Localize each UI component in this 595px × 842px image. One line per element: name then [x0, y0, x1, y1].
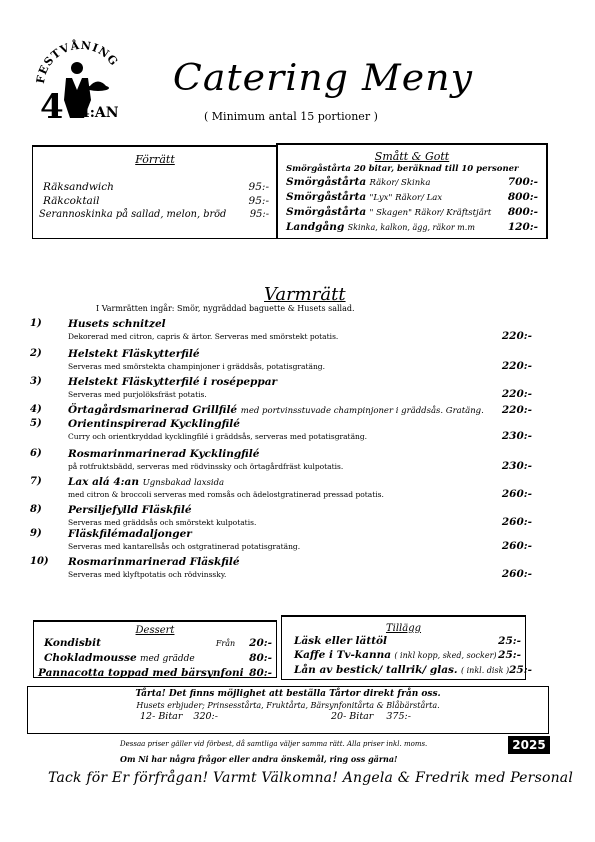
item-name: Chokladmousse [44, 652, 137, 664]
item-name: Serannoskinka på sallad, melon, bröd [39, 209, 227, 220]
thanks-message: Tack för Er förfrågan! Varmt Välkomna! Angela & Fredrik med Personal [48, 770, 574, 786]
tarta-option1-price: 320:- [193, 711, 218, 722]
dish-number: 2) [30, 348, 42, 359]
dish-price: 230:- [501, 460, 532, 472]
item-detail: "Lyx" Räkor/ Lax [369, 193, 443, 203]
dish-name-text: Helstekt Fläskytterfilé [68, 348, 200, 360]
item-price: 25:- [498, 635, 521, 647]
list-item [44, 636, 272, 651]
dish-price: 220:- [501, 404, 532, 416]
dish-number: 4) [30, 404, 42, 415]
dish-name-text: Rosmarinmarinerad Fläskfilé [68, 556, 240, 568]
dish-price: 260:- [501, 540, 532, 552]
dish-name-text: Persiljefylld Fläskfilé [68, 504, 192, 516]
item-price: 95:- [248, 195, 269, 207]
dish-description: Serveras med kantarellsås och ostgratinerad potatisgratäng. [68, 542, 301, 551]
dish-description: Dekorerad med citron, capris & ärtor. Serveras med smörstekt potatis. [68, 332, 339, 341]
year-badge: 2025 [508, 736, 550, 754]
dish-name [68, 418, 240, 430]
tarta-line2: Husets erbjuder; Prinsesstårta, Fruktårta, Bärsynfonitårta & Blåbärstårta. [136, 701, 440, 710]
item-price: 95:- [248, 181, 269, 193]
dish-number: 5) [30, 418, 42, 429]
dish-description: på rotfruktsbädd, serveras med rödvinssky och örtagårdfräst kulpotatis. [68, 462, 344, 471]
item-price: 80:- [249, 667, 272, 679]
list-item [39, 180, 269, 194]
dish-name [68, 504, 192, 516]
dish-number: 10) [30, 556, 49, 567]
smatt-heading: Smått & Gott [374, 150, 450, 163]
item-name: Lån av bestick/ tallrik/ glas. [294, 664, 458, 676]
dish-description: Serveras med smörstekta champinjoner i gräddsås, potatisgratäng. [68, 362, 325, 371]
dish-name-text: Lax alá 4:an [68, 476, 139, 488]
item-detail: Skinka, kalkon, ägg, räkor m.m [347, 223, 475, 232]
dish-price: 230:- [501, 430, 532, 442]
item-price: 25:- [509, 664, 532, 676]
dish-name [68, 404, 484, 416]
list-item [38, 666, 272, 680]
tarta-option1-label: 12- Bitar [140, 711, 183, 722]
list-item [294, 663, 532, 678]
dish-name-text: Rosmarinmarinerad Kycklingfilé [68, 448, 260, 460]
dish-extra: med portvinsstuvade champinjoner i gräddsås. Gratäng. [240, 406, 484, 416]
smatt-intro: Smörgåstårta 20 bitar, beräknad till 10 personer [286, 164, 519, 174]
item-extra: med grädde [140, 654, 195, 664]
item-price: 700:- [507, 176, 538, 188]
item-price: 120:- [507, 221, 538, 233]
item-price: 25:- [498, 649, 521, 661]
dish-price: 260:- [501, 488, 532, 500]
item-price: 80:- [249, 652, 272, 664]
item-price: 800:- [507, 206, 538, 218]
dish-number: 8) [30, 504, 42, 515]
dish-name [68, 448, 259, 460]
tillagg-heading: Tillägg [385, 623, 422, 634]
varmratt-note: I Varmrätten ingår: Smör, nygräddad baguette & Husets sallad. [96, 304, 355, 313]
list-item [39, 208, 269, 222]
dish-number: 6) [30, 448, 42, 459]
dish-extra: Ugnsbakad laxsida [142, 478, 225, 488]
item-name: Kaffe i Tv-kanna [294, 649, 392, 661]
svg-text:4: 4 [40, 87, 64, 127]
item-name: Pannacotta toppad med bärsynfoni [38, 667, 244, 679]
page-title: Catering Meny [172, 58, 474, 99]
item-from: Från [215, 639, 236, 648]
dish-name-text: Orientinspirerad Kycklingfilé [68, 418, 240, 430]
tillagg-section [281, 615, 532, 680]
dish-name-text: Helstekt Fläskytterfilé i rosépeppar [68, 376, 278, 388]
item-price: 95:- [249, 209, 269, 220]
item-name: Smörgåstårta [286, 191, 367, 203]
dish-name-text: Fläskfilémadaljonger [68, 528, 192, 540]
dish-name [68, 476, 224, 488]
tarta-line1: Tårta! Det finns möjlighet att beställa Tårtor direkt från oss. [135, 689, 441, 699]
list-item [39, 194, 269, 208]
item-name: Räkcoktail [43, 195, 100, 207]
item-extra: ( inkl kopp, sked, socker) [394, 651, 497, 660]
item-name: Smörgåstårta [286, 206, 367, 218]
dish-price: 260:- [501, 568, 532, 580]
dish-number: 9) [30, 528, 42, 539]
tarta-section [27, 686, 549, 734]
item-name: Landgång [286, 221, 345, 233]
logo-mark-text: 4:AN [80, 105, 119, 121]
forratt-section [32, 145, 278, 239]
dish-number: 3) [30, 376, 42, 387]
dish-price: 220:- [501, 360, 532, 372]
dish-number: 1) [30, 318, 42, 329]
forratt-heading: Förrätt [135, 153, 175, 166]
dish-number: 7) [30, 476, 42, 487]
dish-description: med citron & broccoli serveras med romsås och ädelostgratinerad pressad potatis. [68, 490, 384, 499]
dish-name-text: Husets schnitzel [68, 318, 166, 330]
dessert-section [33, 620, 277, 678]
list-item [286, 205, 538, 220]
tarta-options [28, 711, 548, 722]
list-item [286, 175, 538, 190]
list-item [44, 651, 272, 666]
item-name: Smörgåstårta [286, 176, 367, 188]
varmratt-heading: Varmrätt [264, 284, 346, 305]
dish-description: Serveras med purjolöksfräst potatis. [68, 390, 207, 399]
dish-price: 220:- [501, 330, 532, 342]
smatt-gott-section [276, 143, 548, 239]
dish-name [68, 376, 277, 388]
dish-name [68, 556, 240, 568]
dish-name-text: Örtagårdsmarinerad Grillfilé [68, 404, 238, 416]
contact-note: Om Ni har några frågor eller andra önskemål, ring oss gärna! [120, 754, 398, 764]
dish-name [68, 348, 200, 360]
dish-description: Serveras med klyftpotatis och rödvinssky. [68, 570, 227, 579]
item-price: 20:- [249, 637, 272, 649]
tarta-option2-price: 375:- [386, 711, 411, 722]
item-extra: ( inkl. disk ) [460, 666, 510, 675]
list-item [286, 220, 538, 235]
dessert-heading: Dessert [135, 625, 175, 636]
list-item [294, 634, 521, 648]
restaurant-logo [36, 38, 126, 128]
page-subtitle: ( Minimum antal 15 portioner ) [204, 110, 378, 123]
dish-name [68, 318, 166, 330]
logo-arc-text: ESTVÅNING [36, 38, 121, 77]
dish-name [68, 528, 192, 540]
dish-price: 260:- [501, 516, 532, 528]
item-name: Räksandwich [43, 181, 114, 193]
prices-note: Dessaa priser gäller vid förbest, då samtliga väljer samma rätt. Alla priser inkl. moms. [120, 740, 428, 748]
list-item [286, 190, 538, 205]
item-detail: " Skagen" Räkor/ Kräftstjärt [369, 208, 492, 218]
tarta-option2-label: 20- Bitar [330, 711, 374, 722]
item-detail: Räkor/ Skinka [369, 178, 431, 188]
dish-description: Serveras med gräddsås och smörstekt kulpotatis. [68, 518, 257, 527]
item-name: Läsk eller lättöl [294, 635, 388, 647]
item-price: 800:- [507, 191, 538, 203]
item-name: Kondisbit [44, 637, 101, 649]
svg-text:FESTVÅNING [36, 38, 121, 84]
dish-description: Curry och orientkryddad kycklingfilé i gräddsås, serveras med potatisgratäng. [68, 432, 368, 441]
list-item [294, 648, 521, 663]
dish-price: 220:- [501, 388, 532, 400]
